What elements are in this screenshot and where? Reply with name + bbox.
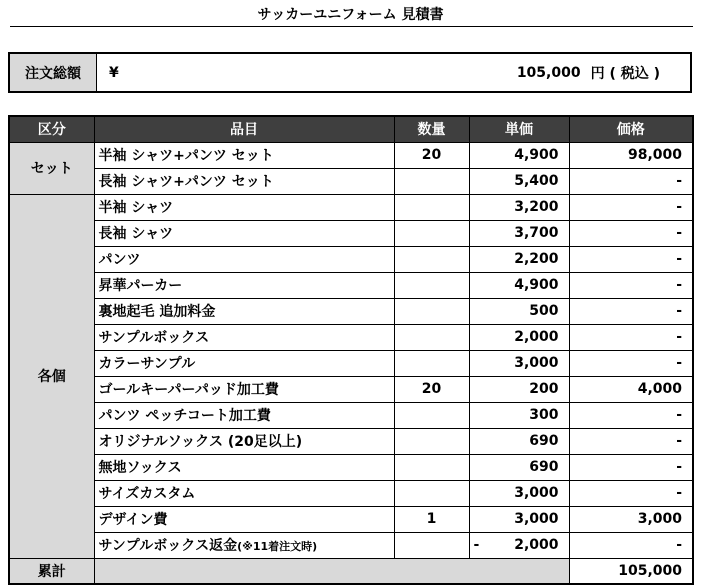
item-unit-price: 690 (469, 428, 569, 454)
item-price: - (569, 480, 693, 506)
item-qty: 20 (394, 142, 469, 168)
item-price: - (569, 194, 693, 220)
item-price: - (569, 272, 693, 298)
item-price: - (569, 350, 693, 376)
item-unit-price: 2,200 (469, 246, 569, 272)
category-each: 各個 (9, 194, 94, 558)
item-price: 98,000 (569, 142, 693, 168)
page-title: サッカーユニフォーム 見積書 (257, 7, 444, 23)
item-qty (394, 428, 469, 454)
item-price: - (569, 454, 693, 480)
header-unit-price: 単価 (469, 116, 569, 142)
item-unit-price: 200 (469, 376, 569, 402)
item-qty (394, 220, 469, 246)
item-price: 3,000 (569, 506, 693, 532)
table-row (9, 168, 693, 194)
item-unit-price: 4,900 (469, 142, 569, 168)
item-name: サイズカスタム (94, 480, 394, 506)
item-unit-price: 690 (469, 454, 569, 480)
table-row (9, 402, 693, 428)
item-price: - (569, 428, 693, 454)
item-name: サンプルボックス (94, 324, 394, 350)
item-price: - (569, 246, 693, 272)
table-row (9, 272, 693, 298)
item-unit-price: 3,700 (469, 220, 569, 246)
header-qty: 数量 (394, 116, 469, 142)
table-header-row (9, 116, 693, 142)
item-price: - (569, 324, 693, 350)
order-total-unit: 円 ( 税込 ) (590, 65, 660, 82)
item-name: オリジナルソックス (20足以上) (94, 428, 394, 454)
item-unit-price: 5,400 (469, 168, 569, 194)
refund-name: サンプルボックス返金 (98, 538, 238, 554)
item-qty (394, 246, 469, 272)
item-qty: 1 (394, 506, 469, 532)
item-name: 昇華パーカー (94, 272, 394, 298)
item-unit-price: 300 (469, 402, 569, 428)
item-price: - (569, 220, 693, 246)
item-qty (394, 168, 469, 194)
item-qty (394, 298, 469, 324)
table-row (9, 142, 693, 168)
item-unit-price (469, 532, 569, 558)
estimate-table (8, 115, 694, 585)
item-unit-price: 500 (469, 298, 569, 324)
order-total-amount-area (149, 54, 690, 91)
item-name: 長袖 シャツ (94, 220, 394, 246)
item-price: - (569, 168, 693, 194)
item-price: - (569, 532, 693, 558)
header-category: 区分 (9, 116, 94, 142)
item-qty: 20 (394, 376, 469, 402)
item-qty (394, 480, 469, 506)
item-unit-price: 3,200 (469, 194, 569, 220)
category-set: セット (9, 142, 94, 194)
item-name: パンツ ペッチコート加工費 (94, 402, 394, 428)
table-row (9, 350, 693, 376)
title-underline (10, 26, 693, 27)
item-name (94, 532, 394, 558)
minus-sign: - (473, 537, 480, 553)
sum-price: 105,000 (569, 558, 693, 584)
header-item: 品目 (94, 116, 394, 142)
table-row (9, 246, 693, 272)
table-row (9, 454, 693, 480)
item-price: - (569, 298, 693, 324)
order-total-box (8, 52, 692, 93)
item-price: - (569, 402, 693, 428)
sum-label: 累計 (9, 558, 94, 584)
item-unit-price: 3,000 (469, 350, 569, 376)
item-unit-price: 3,000 (469, 506, 569, 532)
item-qty (394, 532, 469, 558)
header-price: 価格 (569, 116, 693, 142)
item-name: パンツ (94, 246, 394, 272)
item-qty (394, 324, 469, 350)
item-qty (394, 272, 469, 298)
table-row-refund (9, 532, 693, 558)
item-name: 半袖 シャツ+パンツ セット (94, 142, 394, 168)
table-row (9, 506, 693, 532)
item-qty (394, 454, 469, 480)
item-name: デザイン費 (94, 506, 394, 532)
item-unit-price: 2,000 (469, 324, 569, 350)
item-qty (394, 350, 469, 376)
item-name: 半袖 シャツ (94, 194, 394, 220)
table-row (9, 324, 693, 350)
table-row (9, 376, 693, 402)
sum-blank (94, 558, 569, 584)
order-total-amount: 105,000 (516, 64, 581, 81)
item-name: ゴールキーパーパッド加工費 (94, 376, 394, 402)
item-unit-price: 4,900 (469, 272, 569, 298)
item-qty (394, 194, 469, 220)
item-name: 裏地起毛 追加料金 (94, 298, 394, 324)
table-row (9, 220, 693, 246)
item-name: 長袖 シャツ+パンツ セット (94, 168, 394, 194)
currency-symbol: ¥ (109, 64, 119, 81)
table-row (9, 480, 693, 506)
refund-note: (※11着注文時) (237, 540, 318, 553)
item-unit-price: 3,000 (469, 480, 569, 506)
table-row (9, 428, 693, 454)
table-row (9, 298, 693, 324)
item-price: 4,000 (569, 376, 693, 402)
refund-amount: 2,000 (514, 537, 559, 553)
order-total-label: 注文総額 (10, 54, 97, 91)
item-qty (394, 402, 469, 428)
sum-row (9, 558, 693, 584)
item-name: 無地ソックス (94, 454, 394, 480)
negative-amount (470, 537, 559, 553)
table-row (9, 194, 693, 220)
item-name: カラーサンプル (94, 350, 394, 376)
